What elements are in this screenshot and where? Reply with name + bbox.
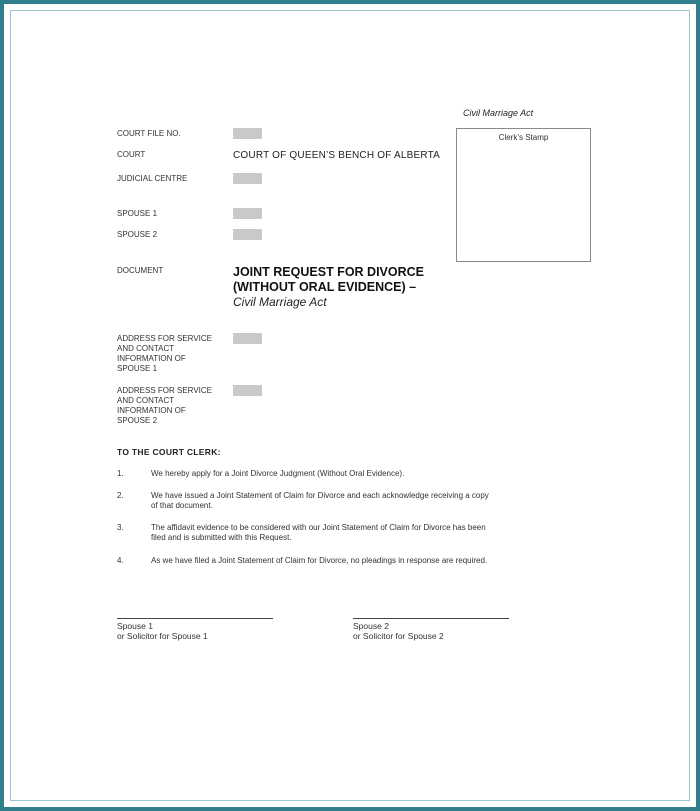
judicial-centre-label: JUDICIAL CENTRE (117, 174, 188, 183)
item-1-text (151, 469, 561, 479)
item-2-line-2: of that document. (151, 501, 213, 510)
address-spouse-2-line-4: SPOUSE 2 (117, 416, 158, 425)
item-1-number: 1. (117, 469, 124, 478)
item-3-text (151, 523, 561, 543)
spouse-1-label: SPOUSE 1 (117, 209, 158, 218)
spouse-1-field[interactable] (233, 208, 262, 219)
address-spouse-2-label (117, 386, 227, 426)
item-1-line-1: We hereby apply for a Joint Divorce Judgment (Without Oral Evidence). (151, 469, 405, 478)
address-spouse-1-line-1: ADDRESS FOR SERVICE (117, 334, 212, 343)
spouse-2-solicitor-label: or Solicitor for Spouse 2 (353, 631, 444, 641)
address-spouse-1-field[interactable] (233, 333, 262, 344)
spouse-2-signature-line[interactable] (353, 618, 509, 619)
document-subtitle: Civil Marriage Act (233, 295, 327, 309)
address-spouse-2-line-3: INFORMATION OF (117, 406, 186, 415)
spouse-2-label: SPOUSE 2 (117, 230, 158, 239)
document-label: DOCUMENT (117, 266, 164, 275)
address-spouse-1-line-3: INFORMATION OF (117, 354, 186, 363)
spouse-1-solicitor-label: or Solicitor for Spouse 1 (117, 631, 208, 641)
document-title-line-1: JOINT REQUEST FOR DIVORCE (233, 265, 424, 279)
document-title-line-2: (WITHOUT ORAL EVIDENCE) – (233, 280, 417, 294)
act-title: Civil Marriage Act (463, 108, 534, 118)
court-clerk-heading: TO THE COURT CLERK: (117, 447, 221, 457)
address-spouse-1-line-4: SPOUSE 1 (117, 364, 158, 373)
spouse-2-signature-caption (353, 621, 444, 641)
item-3-number: 3. (117, 523, 124, 532)
item-4-text (151, 556, 561, 566)
address-spouse-1-line-2: AND CONTACT (117, 344, 175, 353)
item-2-text (151, 491, 561, 511)
item-2-line-1: We have issued a Joint Statement of Claim for Divorce and each acknowledge receiving a copy (151, 491, 489, 500)
spouse-1-signature-label: Spouse 1 (117, 621, 153, 631)
spouse-2-signature-label: Spouse 2 (353, 621, 389, 631)
address-spouse-2-field[interactable] (233, 385, 262, 396)
item-4-line-1: As we have filed a Joint Statement of Claim for Divorce, no pleadings in response are required. (151, 556, 488, 565)
item-4-number: 4. (117, 556, 124, 565)
clerks-stamp-box (456, 128, 591, 262)
item-3-line-2: filed and is submitted with this Request. (151, 533, 292, 542)
clerks-stamp-label: Clerk’s Stamp (498, 133, 549, 142)
court-file-no-field[interactable] (233, 128, 262, 139)
address-spouse-2-line-1: ADDRESS FOR SERVICE (117, 386, 212, 395)
item-2-number: 2. (117, 491, 124, 500)
spouse-1-signature-line[interactable] (117, 618, 273, 619)
court-label: COURT (117, 150, 146, 159)
address-spouse-2-line-2: AND CONTACT (117, 396, 175, 405)
item-3-line-1: The affidavit evidence to be considered with our Joint Statement of Claim for Divorce has been (151, 523, 486, 532)
court-value: COURT OF QUEEN’S BENCH OF ALBERTA (233, 150, 441, 161)
spouse-2-field[interactable] (233, 229, 262, 240)
address-spouse-1-label (117, 334, 227, 374)
judicial-centre-field[interactable] (233, 173, 262, 184)
spouse-1-signature-caption (117, 621, 208, 641)
document-title (233, 265, 424, 295)
court-file-no-label: COURT FILE NO. (117, 129, 181, 138)
